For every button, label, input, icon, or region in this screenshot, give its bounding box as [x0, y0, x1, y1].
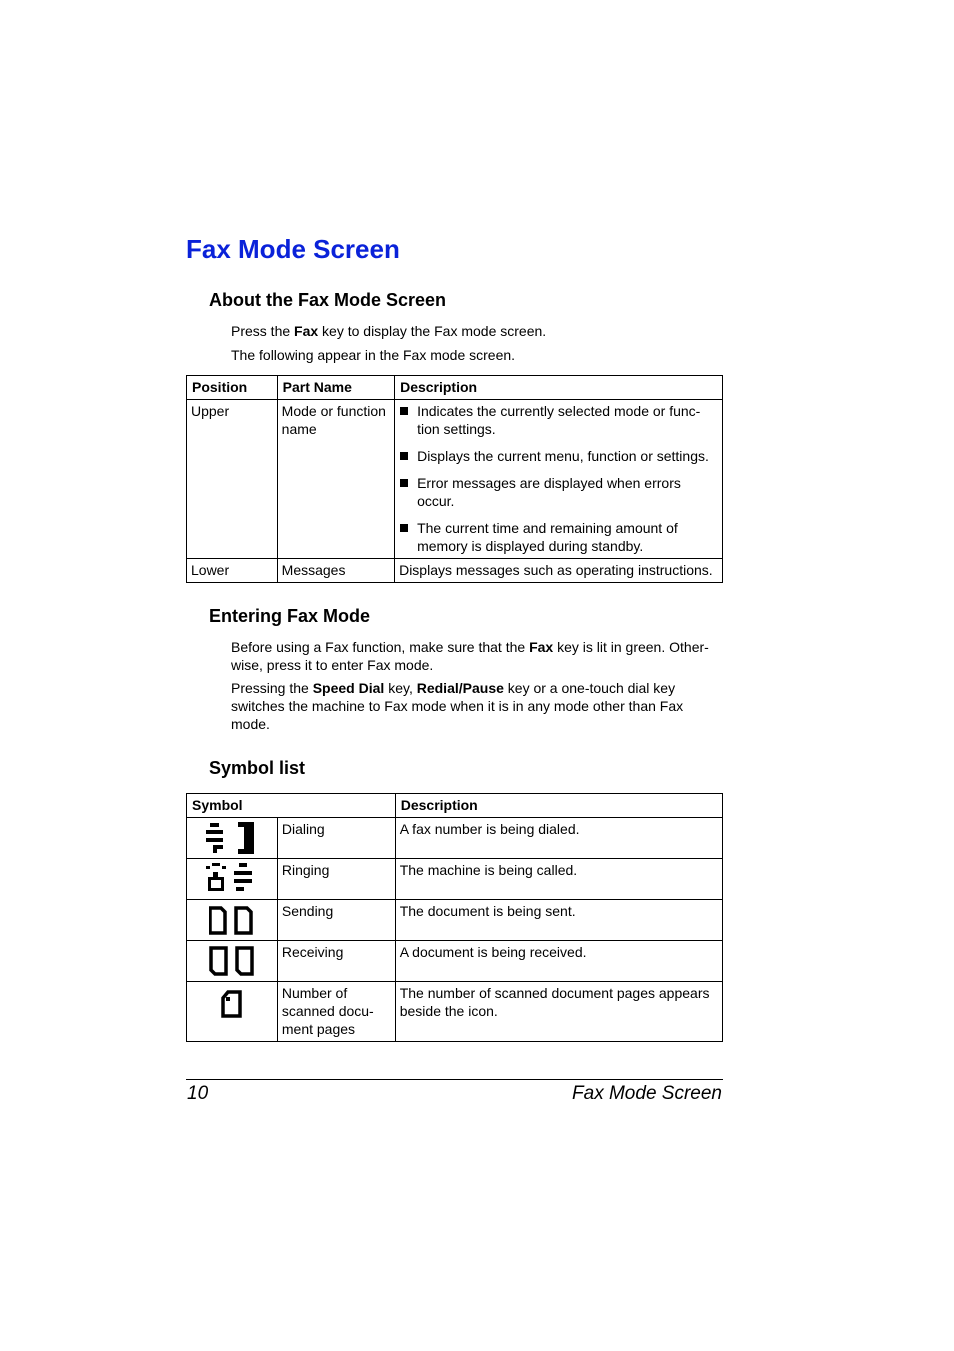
table-row: [187, 818, 723, 859]
entering-paragraph-1: Before using a Fax function, make sure that the Fax key is lit in green. Other-wise, press it to enter Fax mode.: [231, 639, 709, 673]
about-paragraph-1: Press the Fax key to display the Fax mode screen.: [231, 323, 547, 339]
symbol-name-cell: Receiving: [277, 941, 395, 982]
section-heading-entering: Entering Fax Mode: [209, 606, 371, 626]
table-row: [187, 559, 723, 583]
square-bullet-icon: [400, 524, 408, 532]
table-row: [187, 859, 723, 900]
symbol-cell: [187, 982, 278, 1042]
symbol-cell: [187, 859, 278, 900]
symbol-name-cell: Number of scanned docu-ment pages: [277, 982, 395, 1042]
part-name-cell: Messages: [277, 559, 394, 583]
about-paragraph-2: The following appear in the Fax mode screen.: [231, 347, 516, 363]
bullet-item: Indicates the currently selected mode or func-tion settings.: [399, 402, 718, 438]
ringing-icon: [206, 863, 258, 895]
symbol-list-table: [186, 793, 723, 1042]
description-cell: [395, 400, 723, 559]
symbol-description-cell: A fax number is being dialed.: [395, 818, 722, 859]
bullet-item: Error messages are displayed when errors occur.: [399, 474, 718, 510]
table-header-row: [187, 376, 723, 400]
column-header-symbol: Symbol: [187, 794, 396, 818]
sending-icon: [209, 905, 255, 935]
footer-rule: [186, 1079, 723, 1080]
entering-paragraph-2: Pressing the Speed Dial key, Redial/Pause key or a one-touch dial key switches the machine to Fax mode when it is in any mode other than Fax mode.: [231, 680, 684, 732]
table-row: [187, 941, 723, 982]
table-row: [187, 982, 723, 1042]
symbol-cell: [187, 900, 278, 941]
column-header-description: Description: [395, 794, 722, 818]
section-heading-symbols: Symbol list: [209, 758, 306, 778]
square-bullet-icon: [400, 407, 408, 415]
part-name-cell: Mode or function name: [277, 400, 394, 559]
square-bullet-icon: [400, 452, 408, 460]
footer-section-title: Fax Mode Screen: [572, 1083, 722, 1104]
position-cell: Lower: [187, 559, 278, 583]
bullet-item: The current time and remaining amount of memory is displayed during standby.: [399, 519, 718, 555]
column-header-description: Description: [395, 376, 723, 400]
fax-screen-parts-table: [186, 375, 723, 583]
symbol-name-cell: Dialing: [277, 818, 395, 859]
symbol-name-cell: Sending: [277, 900, 395, 941]
page-number: 10: [187, 1083, 209, 1104]
position-cell: Upper: [187, 400, 278, 559]
bullet-item: Displays the current menu, function or settings.: [399, 447, 718, 465]
description-bullet-list: [399, 402, 718, 555]
symbol-description-cell: A document is being received.: [395, 941, 722, 982]
symbol-cell: [187, 818, 278, 859]
column-header-part-name: Part Name: [277, 376, 394, 400]
description-cell: Displays messages such as operating instructions.: [395, 559, 723, 583]
receiving-icon: [209, 946, 255, 976]
symbol-description-cell: The document is being sent.: [395, 900, 722, 941]
scanned-pages-icon: [220, 990, 244, 1018]
column-header-position: Position: [187, 376, 278, 400]
table-row: [187, 900, 723, 941]
symbol-cell: [187, 941, 278, 982]
page-title: Fax Mode Screen: [186, 234, 400, 264]
symbol-name-cell: Ringing: [277, 859, 395, 900]
table-row: [187, 400, 723, 559]
dialing-icon: [206, 822, 258, 854]
symbol-description-cell: The machine is being called.: [395, 859, 722, 900]
square-bullet-icon: [400, 479, 408, 487]
table-header-row: [187, 794, 723, 818]
symbol-description-cell: The number of scanned document pages appears beside the icon.: [395, 982, 722, 1042]
section-heading-about: About the Fax Mode Screen: [209, 290, 447, 310]
